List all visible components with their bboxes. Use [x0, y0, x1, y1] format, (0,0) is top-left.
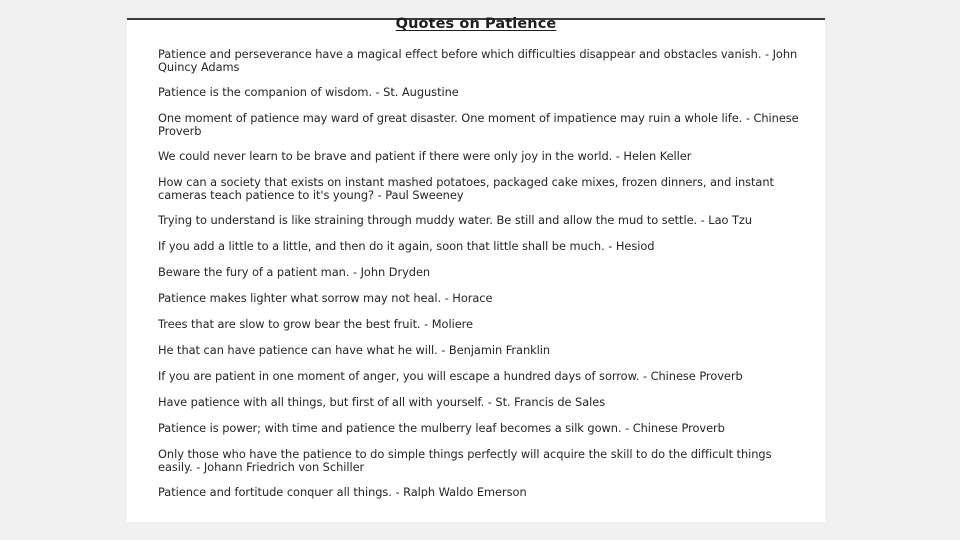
quote-item: Have patience with all things, but first of all with yourself. - St. Francis de Sales [158, 395, 606, 409]
quote-item: How can a society that exists on instant mashed potatoes, packaged cake mixes, frozen dinners, and instant cameras teach patience to it's young? - Paul Sweeney [158, 175, 774, 202]
quote-item: Trying to understand is like straining through muddy water. Be still and allow the mud to settle. - Lao Tzu [158, 213, 753, 227]
quote-item: Patience is the companion of wisdom. - St. Augustine [158, 85, 459, 99]
quote-item: Patience and perseverance have a magical effect before which difficulties disappear and obstacles vanish. - John Quincy Adams [158, 47, 798, 74]
quote-item: Patience and fortitude conquer all things. - Ralph Waldo Emerson [158, 485, 527, 499]
quote-item: Beware the fury of a patient man. - John Dryden [158, 265, 431, 279]
quote-item: If you are patient in one moment of anger, you will escape a hundred days of sorrow. - Chinese Proverb [158, 369, 743, 383]
quote-item: Patience makes lighter what sorrow may not heal. - Horace [158, 291, 493, 305]
document-page [127, 18, 825, 522]
document-title: Quotes on Patience [395, 16, 557, 32]
quote-item: Patience is power; with time and patience the mulberry leaf becomes a silk gown. - Chinese Proverb [158, 421, 725, 435]
quote-item: We could never learn to be brave and patient if there were only joy in the world. - Helen Keller [158, 149, 692, 163]
quote-item: Only those who have the patience to do simple things perfectly will acquire the skill to do the difficult things easily. - Johann Friedrich von Schiller [158, 447, 772, 474]
quote-list [158, 48, 806, 512]
quote-item: One moment of patience may ward of great disaster. One moment of impatience may ruin a whole life. - Chinese Proverb [158, 111, 799, 138]
quote-item: If you add a little to a little, and then do it again, soon that little shall be much. - Hesiod [158, 239, 655, 253]
quote-item: He that can have patience can have what he will. - Benjamin Franklin [158, 343, 551, 357]
quote-item: Trees that are slow to grow bear the best fruit. - Moliere [158, 317, 473, 331]
